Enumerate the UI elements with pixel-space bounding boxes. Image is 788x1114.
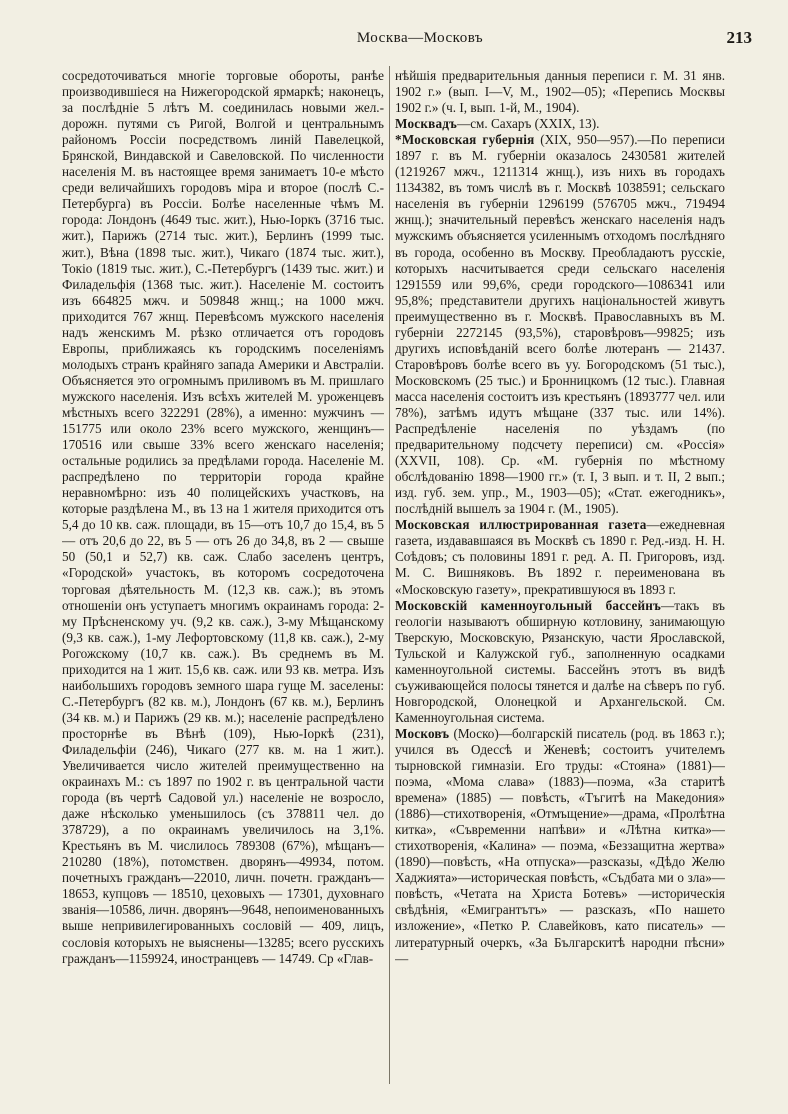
entry-headword: Московъ [395, 725, 450, 741]
entry-text: —такъ въ геологіи называютъ обширную котловину, занимающую Тверскую, Московскую, Рязанскую, части Ярославской, Тульской и Калужской губ., заполненную осадками каменноугольной системы. Бассейнъ этотъ въ видѣ съуживающейся полосы тянется и далѣе на сѣверъ по губ. Новгородской, Олонецкой и Архангельской. См. Каменноугольная система. [395, 597, 725, 725]
entry-text: —ежедневная газета, издававшаяся въ Москвѣ съ 1890 г. Ред.-изд. Н. Н. Соѣдовъ; съ половины 1891 г. ред. А. П. Григоровъ, изд. М. С. Вишняковъ. Въ 1892 г. переименована въ «Московскую газету», прекратившуюся въ 1893 г. [395, 517, 725, 597]
page-number: 213 [726, 28, 752, 47]
entry-moskov [395, 726, 725, 967]
entry-text: —см. Сахаръ (XXIX, 13). [457, 116, 600, 132]
entry-moskovskiy-basseyn [395, 598, 725, 726]
entry-headword: Московскій каменноугольный бассейнъ [395, 597, 661, 613]
right-column-intro: нѣйшія предварительныя данныя переписи г. М. 31 янв. 1902 г.» (вып. I—V, М., 1902—05); «Перепись Москвы 1902 г.» (ч. I, вып. 1-й, М., 1904). [395, 68, 725, 116]
entry-moskovskaya-guberniya [395, 132, 725, 517]
left-column-text: сосредоточиваться многіе торговые обороты, ранѣе производившіеся на Нижегородской ярмаркѣ; наконецъ, за послѣдніе 5 лѣтъ М. соединилась новыми жел.-дорожн. путями съ Ригой, Волгой и центральнымъ райономъ Россіи посредствомъ линій Павелецкой, Брянской, Виндавской и Савеловской. По численности населенія М. въ настоящее время занимаетъ 10-е мѣсто среди величайшихъ городовъ міра и второе (послѣ С.-Петербурга) въ Россіи. Болѣе населенные чѣмъ М. города: Лондонъ (4649 тыс. жит.), Нью-Іоркъ (3716 тыс. жит.), Парижъ (2714 тыс. жит.), Берлинъ (1999 тыс. жит.), Вѣна (1898 тыс. жит.), Чикаго (1874 тыс. жит.), Токіо (1819 тыс. жит.), С.-Петербургъ (1439 тыс. жит.) и Филадельфія (1368 тыс. жит.). Населеніе М. состоитъ изъ 664825 мжч. и 509848 жнщ.; на 1000 мжч. приходится 767 жнщ. Перевѣсомъ мужского населенія надъ женскимъ М. рѣзко отличается отъ городовъ Европы, приближаясь къ городскимъ поселеніямъ молодыхъ странъ крайняго запада Америки и Австраліи. Объясняется это огромнымъ приливомъ въ М. пришлаго мужского населенія. Изъ всѣхъ жителей М. уроженцевъ мѣстныхъ всего 322291 (28%), а именно: мужчинъ — 151775 или около 23% всего мужского, женщинъ—170516 или свыше 33% всего женскаго населенія; остальные родились за предѣлами города. Населеніе М. распредѣлено по территоріи города крайне неравномѣрно: изъ 40 полицейскихъ участковъ, на которые раздѣлена М., въ 13 на 1 жителя приходится отъ 5,4 до 10 кв. саж. площади, въ 15—отъ 10,7 до 15,4, въ 5 — отъ 20,6 до 22, въ 5 — отъ 26 до 34,8, въ 2 — свыше 50 (50,1 и 52,7) кв. саж. Слабо заселенъ центръ, «Городской» участокъ, въ которомъ сосредоточена торговая дѣятельность М. (12,3 кв. саж.); въ этомъ отношеніи онъ уступаетъ многимъ окраинамъ города: 2-му Прѣсненскому уч. (9,2 кв. саж.), 3-му Мѣщанскому (9,3 кв. саж.), 1-му Лефортовскому (11,8 кв. саж.), 2-му Рогожскому (10,7 кв. саж.). Въ среднемъ въ М. приходится на 1 жит. 15,6 кв. саж. или 93 кв. метра. Изъ наибольшихъ городовъ земного шара гуще М. заселены: С.-Петербургъ (82 кв. м.), Лондонъ (67 кв. м.), Берлинъ (34 кв. м.) и Парижъ (29 кв. м.); населеніе распредѣлено просторнѣе въ Вѣнѣ (109), Нью-Іоркѣ (231), Филадельфіи (246), Чикаго (277 кв. м. на 1 жит.). Увеличивается число жителей преимущественно на окраинахъ М.: съ 1897 по 1902 г. въ центральной части города (въ чертѣ Садовой ул.) населеніе не возросло, даже нѣсколько уменьшилось (съ 378811 чел. до 378729), а по окраинамъ увеличилось на 3,1%. Крестьянъ въ М. числилось 789308 (67%), мѣщанъ—210280 (18%), потомствен. дворянъ—49934, потом. почетныхъ гражданъ—22010, личн. почетн. гражданъ—18653, купцовъ — 18510, цеховыхъ — 17301, духовнаго званія—10586, личн. дворянъ—9648, непоименованныхъ выше непривилегированныхъ сословій — 409, лицъ, сословія которыхъ не выяснены—13285; всего русскихъ гражданъ—1159924, иностранцевъ — 14749. Ср «Глав- [62, 68, 384, 966]
entry-headword: Москвадъ [395, 116, 457, 132]
entry-headword: *Московская губернія [395, 132, 535, 148]
entry-text: (Моско)—болгарскій писатель (род. въ 1863 г.); учился въ Одессѣ и Женевѣ; состоитъ учителемъ тырновской гимназіи. Его труды: «Стояна» (1881)—поэма, «Мома слава» (1883)—поэма, «За старитѣ времена» (1885) — повѣсть, «Тъгитѣ на Македония» (1886)—стихотворенія, «Отмъщение»—драма, «Пролѣтна китка», «Съвременни напѣви» и «Лѣтна китка»—стихотворенія, «Калина» — поэма, «Беззащитна жертва» (1890)—повѣсть, «На отпуска»—разсказы, «Дѣдо Желю Хаджията»—историческая повѣсть, «Съдбата ми о зла»—повѣсть, «Четата на Христа Ботевъ» —историческія свѣдѣнія, «Емигрантътъ» — разсказъ, «По нашето изложение», «Петко Р. Славейковъ, като писатель» — литературный очеркъ, «За Българскитѣ народни пѣсни» — [395, 725, 725, 966]
entry-text: (XIX, 950—957).—По переписи 1897 г. въ М. губерніи оказалось 2430581 жителей (1219267 мжч., 1211314 жнщ.), изъ нихъ въ городахъ 1134382, въ томъ числѣ въ г. Москвѣ 1038591; сельскаго населенія въ губерніи 1296199 (576705 мжч., 719494 жнщ.); значительный перевѣсъ женскаго населенія надъ мужскимъ объясняется усиленнымъ отходомъ послѣдняго въ города, особенно въ Москву. Преобладаютъ русскіе, которыхъ насчитывается среди сельскаго населенія 1291559 или 99,6%, среди городского—1086341 или 95,8%; представители другихъ національностей живутъ преимущественно въ г. Москвѣ. Православныхъ въ М. губерніи 2272145 (93,5%), старовѣровъ—99825; изъ другихъ исповѣданій всего болѣе лютеранъ — 21437. Старовѣровъ болѣе всего въ уу. Богородскомъ (51 тыс.), Московскомъ (25 тыс.) и Бронницкомъ (12 тыс.). Главная масса населенія состоитъ изъ крестьянъ (1893777 чел. или 78%), затѣмъ идутъ мѣщане (337 тыс. или 14%). Распредѣленіе населенія по уѣздамъ (по предварительному подсчету переписи) см. «Россія» (XXVII, 108). Ср. «М. губернія по мѣстному обслѣдованію 1898—1900 гг.» (т. I, 3 вып. и т. II, 2 вып.; изд. губ. зем. упр., М., 1903—05); «Стат. ежегодникъ», послѣдній вышелъ за 1904 г. (М., 1905). [395, 132, 725, 517]
running-head [60, 30, 780, 50]
entry-moskovskaya-gazeta [395, 517, 725, 597]
left-column [62, 68, 384, 1083]
running-title: Москва—Московъ [356, 30, 484, 46]
column-divider [389, 66, 390, 1084]
entry-moskvad [395, 116, 725, 132]
entry-headword: Московская иллюстрированная газета [395, 517, 647, 533]
right-column [395, 68, 725, 1083]
